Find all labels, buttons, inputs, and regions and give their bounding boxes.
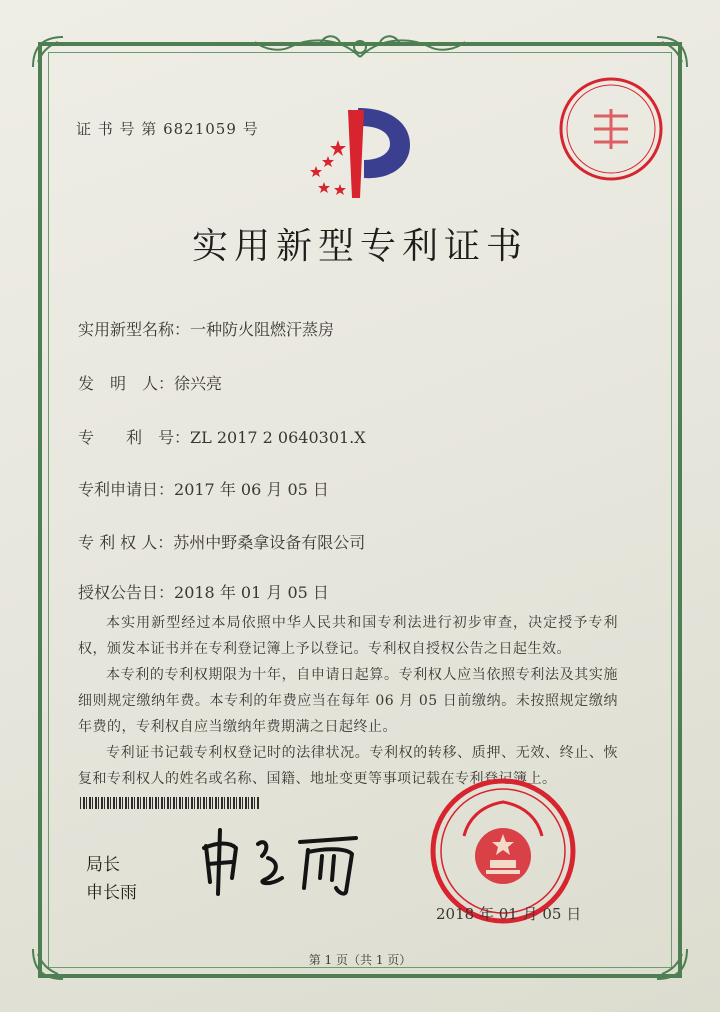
corner-ornament-icon: [652, 32, 692, 72]
field-value: 徐兴亮: [174, 374, 223, 393]
field-patent-number: [78, 425, 366, 448]
tax-stamp-icon: [556, 74, 666, 184]
director-name: 申长雨: [86, 883, 137, 903]
certificate-number-suffix: 号: [242, 120, 259, 138]
certificate-number: [76, 118, 259, 139]
field-value: ZL 2017 2 0640301.X: [190, 428, 366, 447]
field-value: 一种防火阻燃汗蒸房: [190, 320, 335, 339]
corner-ornament-icon: [28, 32, 68, 72]
field-utility-model-name: [78, 317, 334, 340]
field-inventor: [78, 371, 222, 394]
top-ornament-icon: [250, 32, 470, 62]
field-label: 专 利 号：: [78, 428, 191, 447]
body-paragraph: 本专利的专利权期限为十年，自申请日起算。专利权人应当依照专利法及其实施细则规定缴纳年费。本专利的年费应当在每年 06 月 05 日前缴纳。未按照规定缴纳年费的，专利权自应当缴纳年费期满之日起终止。: [78, 667, 618, 735]
certificate-title: 实用新型专利证书: [191, 226, 528, 267]
field-grant-date: [78, 580, 329, 603]
field-label: 授权公告日：: [78, 583, 175, 602]
field-value: 苏州中野桑拿设备有限公司: [173, 533, 366, 552]
director-title: 局长: [86, 855, 120, 875]
field-label: 专 利 权 人：: [78, 533, 174, 552]
body-paragraph: 本实用新型经过本局依照中华人民共和国专利法进行初步审查，决定授予专利权，颁发本证书并在专利登记簿上予以登记。专利权自授权公告之日起生效。: [78, 615, 618, 657]
barcode: [80, 797, 260, 809]
field-label: 实用新型名称：: [78, 320, 191, 339]
field-label: 专利申请日：: [78, 480, 175, 499]
issue-date: 2018 年 01 月 05 日: [436, 905, 582, 923]
body-paragraph: 专利证书记载专利权登记时的法律状况。专利权的转移、质押、无效、终止、恢复和专利权人的姓名或名称、国籍、地址变更等事项记载在专利登记簿上。: [78, 745, 618, 787]
certificate-body: [78, 610, 618, 792]
signature-icon: [196, 826, 366, 898]
field-label: 发 明 人：: [78, 374, 175, 393]
field-application-date: [78, 477, 329, 500]
field-patentee: [78, 530, 365, 553]
field-value: 2017 年 06 月 05 日: [174, 480, 329, 499]
page-number: 第 1 页（共 1 页）: [308, 953, 412, 967]
certificate-number-label: 证 书 号 第: [76, 120, 158, 138]
certificate-number-value: 6821059: [163, 120, 237, 138]
cnipa-logo-icon: [298, 100, 420, 200]
field-value: 2018 年 01 月 05 日: [174, 583, 329, 602]
